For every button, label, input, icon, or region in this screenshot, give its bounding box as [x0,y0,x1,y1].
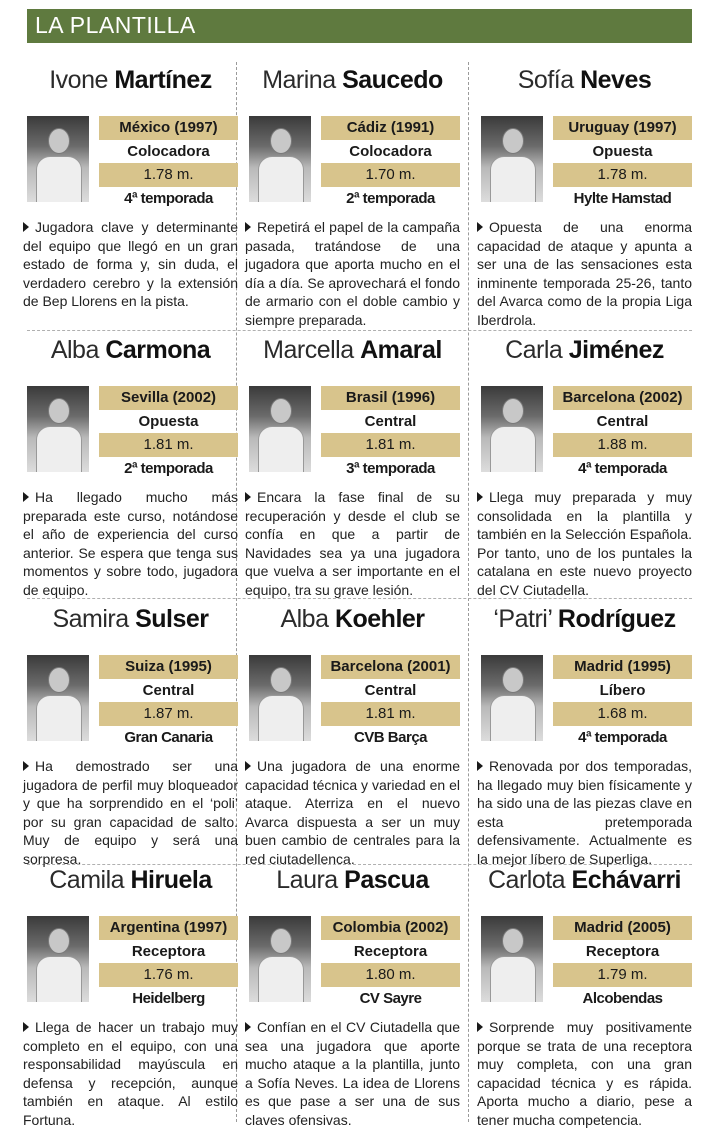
player-extra: 4ª temporada [124,189,213,207]
player-extra: Hylte Hamstad [573,189,672,207]
player-bio: Llega de hacer un trabajo muy completo en el equipo, con una responsabilidad mayúscula en defensa y recepción, aunque también en ataque. Al estilo Fortuna. [23,1019,238,1128]
player-photo [249,916,311,1002]
player-info [321,655,460,749]
section-header [27,9,692,43]
player-card [477,605,692,865]
player-extra: Heidelberg [132,989,205,1007]
player-info [553,916,692,1010]
player-origin: Argentina (1997) [99,916,238,940]
player-photo [27,116,89,202]
player-card [477,866,692,1126]
player-origin: Madrid (1995) [553,655,692,679]
player-bio: Encara la fase final de su recuperación y desde el club se confía en que a partir de Navidades sea ya una jugadora que vuelva a ser importante en el equipo, tra su grave lesión. [245,489,460,598]
player-photo [481,386,543,472]
player-origin: Barcelona (2001) [321,655,460,679]
player-card [23,336,238,596]
player-bio: Confían en el CV Ciutadella que sea una jugadora que aporte mucho ataque a la plantilla, junto a Sofía Neves. La idea de Llorens es que pase a ser una de sus claves ofensivas. [245,1019,460,1128]
player-card [23,605,238,865]
player-origin: México (1997) [99,116,238,140]
player-info [321,386,460,480]
player-position: Opuesta [592,142,653,160]
player-origin: Madrid (2005) [553,916,692,940]
player-origin: Uruguay (1997) [553,116,692,140]
player-info [99,386,238,480]
player-origin: Brasil (1996) [321,386,460,410]
bullet-icon [245,222,251,232]
player-bio: Renovada por dos temporadas, ha llegado muy bien físicamente y ha sido una de las piezas clave en esta pretemporada defensivamente. Actualmente es la mejor líbero de Superliga. [477,758,692,867]
bullet-icon [477,492,483,502]
bullet-icon [245,492,251,502]
player-position: Central [364,681,417,699]
bullet-icon [245,761,251,771]
player-origin: Sevilla (2002) [99,386,238,410]
player-info [99,916,238,1010]
bullet-icon [23,222,29,232]
player-photo [481,655,543,741]
player-extra: CVB Barça [353,728,428,746]
player-height: 1.68 m. [553,702,692,726]
player-height: 1.76 m. [99,963,238,987]
player-photo [27,386,89,472]
player-height: 1.70 m. [321,163,460,187]
player-position: Opuesta [138,412,199,430]
player-position: Colocadora [349,142,432,160]
player-info [321,916,460,1010]
section-title: LA PLANTILLA [35,12,196,38]
player-info [553,386,692,480]
player-card [245,866,460,1126]
player-extra: 2ª temporada [346,189,435,207]
bullet-icon [23,492,29,502]
player-name: Samira Sulser [52,605,209,633]
column-divider [468,62,469,1122]
player-origin: Suiza (1995) [99,655,238,679]
bullet-icon [477,761,483,771]
player-info [321,116,460,210]
player-bio: Llega muy preparada y muy consolidada en la plantilla y también en la Selección Española. Por tanto, uno de los puntales la catalana en este nuevo proyecto del CV Ciutadella. [477,489,692,598]
player-name: Marcella Amaral [263,336,442,364]
bullet-icon [23,1022,29,1032]
player-name: Carla Jiménez [505,336,664,364]
player-card [245,336,460,596]
bullet-icon [477,1022,483,1032]
player-bio: Ha demostrado ser una jugadora de perfil muy bloqueador y que ha sorprendido en el ‘poli’ por su gran capacidad de salto. Muy de equipo y será una sorpresa. [23,758,238,867]
player-extra: 3ª temporada [346,459,435,477]
player-photo [481,916,543,1002]
player-photo [27,655,89,741]
player-bio: Una jugadora de una enorme capacidad técnica y variedad en el ataque. Aterriza en el nuevo Avarca dispuesta a ser un muy buen cambio de centrales para la red ciutadellenca. [245,758,460,867]
player-card [245,66,460,326]
player-extra: 4ª temporada [578,728,667,746]
player-name: Alba Koehler [280,605,425,633]
player-info [553,655,692,749]
player-origin: Colombia (2002) [321,916,460,940]
player-height: 1.88 m. [553,433,692,457]
player-position: Colocadora [127,142,210,160]
player-bio: Jugadora clave y determinante del equipo que llegó en un gran estado de forma y, sin duda, el verdadero cerebro y la extensión de Bep Llorens en la pista. [23,219,238,309]
player-extra: Gran Canaria [124,728,213,746]
player-name: Ivone Martínez [49,66,212,94]
player-position: Receptora [353,942,428,960]
row-divider [27,330,692,331]
player-height: 1.78 m. [99,163,238,187]
player-info [553,116,692,210]
player-card [477,336,692,596]
player-photo [481,116,543,202]
player-bio: Opuesta de una enorma capacidad de ataque y apunta a ser una de las sensaciones esta inminente temporada 25-26, tanto del Avarca como de la propia Liga Iberdrola. [477,219,692,328]
bullet-icon [245,1022,251,1032]
player-bio: Ha llegado mucho más preparada este curso, notándose el año de experiencia del curso anterior. Se espera que tenga sus momentos y sobre todo, jugadora de equipo. [23,489,238,598]
player-name: Marina Saucedo [262,66,443,94]
player-card [477,66,692,326]
player-height: 1.87 m. [99,702,238,726]
player-extra: 4ª temporada [578,459,667,477]
player-name: Alba Carmona [50,336,211,364]
bullet-icon [477,222,483,232]
player-extra: 2ª temporada [124,459,213,477]
player-photo [249,655,311,741]
player-card [245,605,460,865]
player-height: 1.78 m. [553,163,692,187]
player-position: Central [596,412,649,430]
player-photo [27,916,89,1002]
player-name: Carlota Echávarri [487,866,681,894]
player-position: Receptora [585,942,660,960]
player-name: Camila Hiruela [49,866,212,894]
player-position: Líbero [599,681,646,699]
player-height: 1.79 m. [553,963,692,987]
player-extra: Alcobendas [582,989,663,1007]
player-extra: CV Sayre [359,989,422,1007]
player-origin: Cádiz (1991) [321,116,460,140]
player-height: 1.81 m. [321,433,460,457]
player-photo [249,386,311,472]
player-bio: Repetirá el papel de la campaña pasada, tratándose de una jugadora que aporta mucho en el día a día. Se aprovechará el fondo de armario con el doble cambio y siempre preparada. [245,219,460,328]
bullet-icon [23,761,29,771]
player-name: Laura Pascua [276,866,429,894]
player-height: 1.81 m. [99,433,238,457]
player-bio: Sorprende muy positivamente porque se trata de una receptora muy completa, con una gran capacidad técnica y es rápida. Aporta mucho a diario, pese a tener mucha competencia. [477,1019,692,1128]
player-info [99,655,238,749]
player-card [23,66,238,326]
player-card [23,866,238,1126]
player-position: Central [364,412,417,430]
player-info [99,116,238,210]
player-photo [249,116,311,202]
player-position: Central [142,681,195,699]
player-name: Sofía Neves [517,66,652,94]
player-height: 1.81 m. [321,702,460,726]
player-height: 1.80 m. [321,963,460,987]
player-name: ‘Patri’ Rodríguez [493,605,676,633]
player-origin: Barcelona (2002) [553,386,692,410]
player-position: Receptora [131,942,206,960]
